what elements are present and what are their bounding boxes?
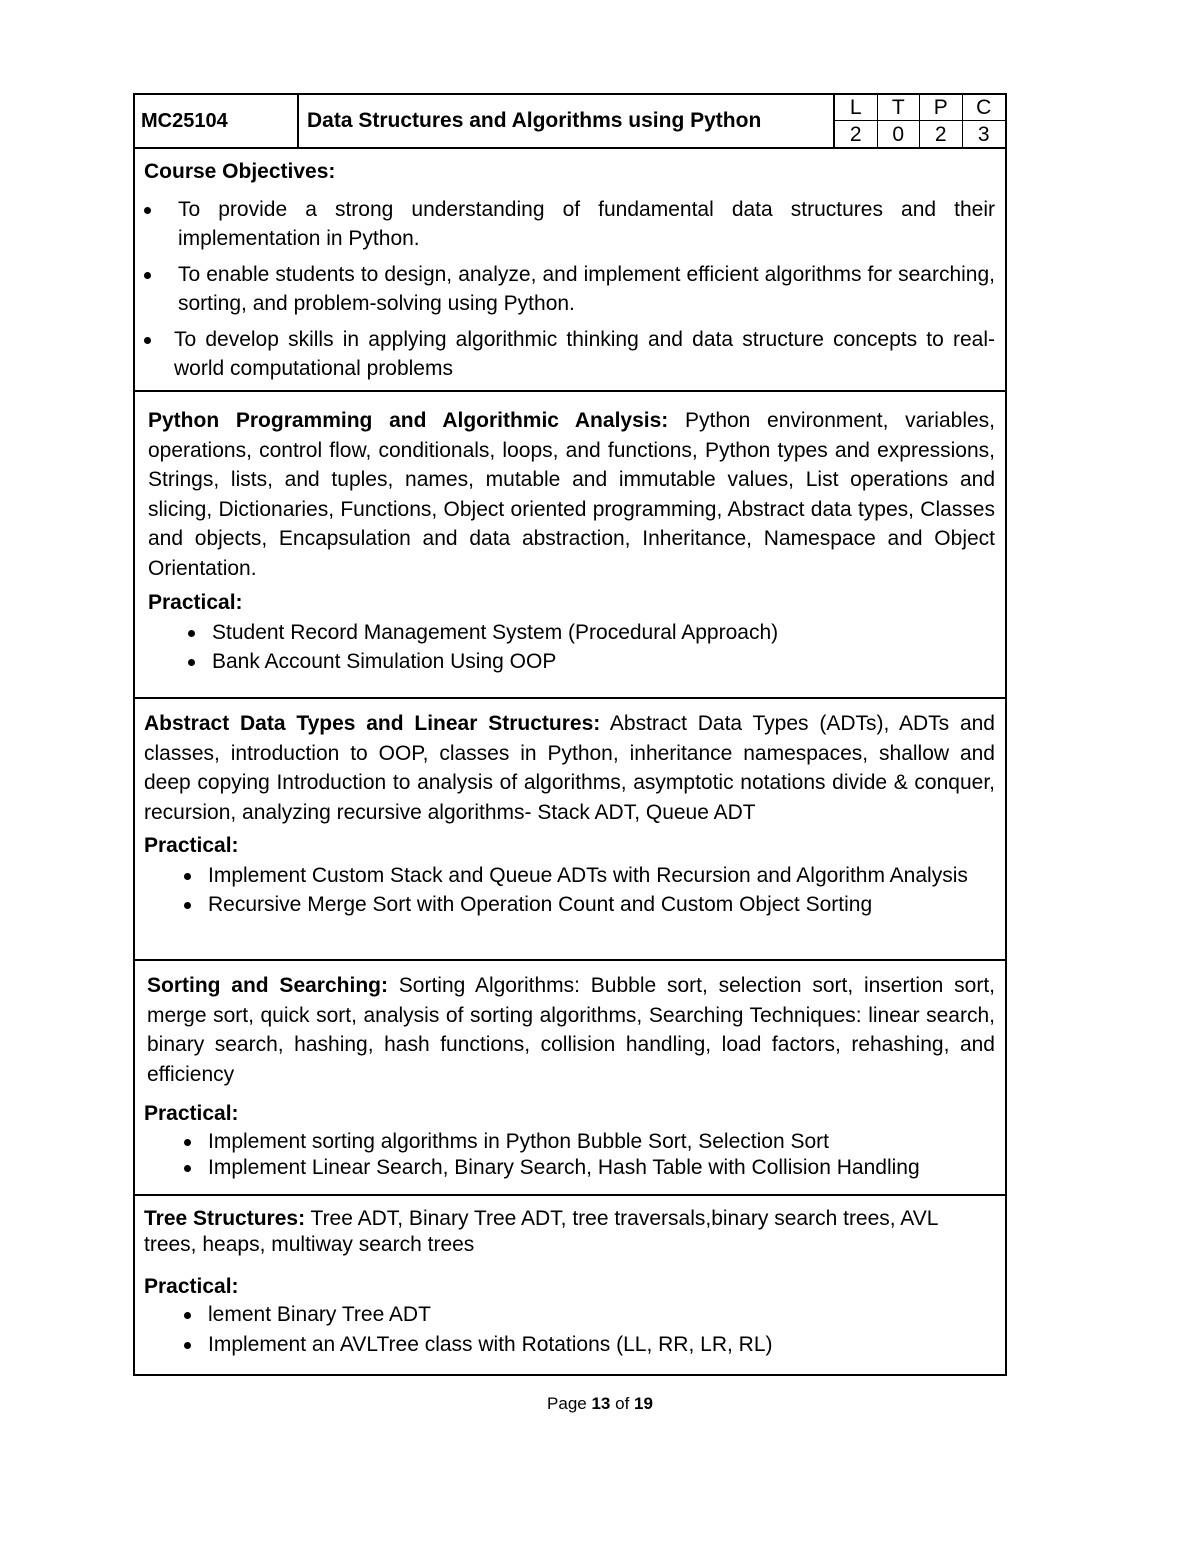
course-code: MC25104 xyxy=(135,95,299,147)
ltpc-value-c: 3 xyxy=(977,122,990,146)
ltpc-grid xyxy=(835,95,1005,147)
practical-label: Practical: xyxy=(144,1102,239,1125)
ltpc-value-l: 2 xyxy=(835,121,878,147)
practical-list xyxy=(144,861,995,920)
ltpc-label-p: P xyxy=(920,95,963,121)
bullet-icon xyxy=(188,630,195,637)
practical-item: Student Record Management System (Procedural Approach) xyxy=(148,618,995,648)
unit-description xyxy=(144,1206,985,1258)
objective-item: To provide a strong understanding of fundamental data structures and their implementation in Python. xyxy=(144,195,995,254)
practical-label: Practical: xyxy=(144,834,239,857)
unit-title: Abstract Data Types and Linear Structures: xyxy=(144,712,601,735)
objectives-heading: Course Objectives: xyxy=(144,160,336,183)
ltpc-label-t: T xyxy=(878,95,921,121)
practical-item: Bank Account Simulation Using OOP xyxy=(148,647,995,677)
practical-item: Implement an AVLTree class with Rotations (LL, RR, LR, RL) xyxy=(144,1330,985,1360)
course-title: Data Structures and Algorithms using Python xyxy=(299,95,835,147)
unit-section xyxy=(135,392,1005,699)
bullet-icon xyxy=(144,207,151,214)
bullet-icon xyxy=(184,1165,191,1172)
total-pages: 19 xyxy=(634,1394,653,1413)
ltpc-label-c: C xyxy=(963,95,1006,121)
bullet-icon xyxy=(184,902,191,909)
unit-body: Python environment, variables, operations, control flow, conditionals, loops, and functions, Python types and expressions, Strings, lists, and tuples, names, mutable and immutable values, List operations and slicing, Dictionaries, Functions, Object oriented programming, Abstract data types, Classes and objects, Encapsulation and data abstraction, Inheritance, Namespace and Object Orientation. xyxy=(148,409,996,580)
practical-item: Implement Custom Stack and Queue ADTs with Recursion and Algorithm Analysis xyxy=(144,861,995,891)
unit-section xyxy=(135,961,1005,1196)
unit-title: Python Programming and Algorithmic Analysis: xyxy=(148,409,669,432)
practical-item: Implement Linear Search, Binary Search, Hash Table with Collision Handling xyxy=(144,1155,995,1181)
ltpc-value-t: 0 xyxy=(878,121,921,147)
practical-item: Recursive Merge Sort with Operation Count and Custom Object Sorting xyxy=(144,890,995,920)
unit-title: Tree Structures: xyxy=(144,1207,306,1230)
practical-list xyxy=(144,1129,995,1181)
practical-label: Practical: xyxy=(148,591,243,614)
objectives-section xyxy=(135,149,1005,392)
bullet-icon xyxy=(144,272,151,279)
of-word: of xyxy=(615,1394,630,1413)
ltpc-value-p: 2 xyxy=(920,121,963,147)
unit-body: Abstract Data Types (ADTs), ADTs and classes, introduction to OOP, classes in Python, inheritance namespaces, shallow and deep copying Introduction to analysis of algorithms, asymptotic notations divide & conquer, recursion, analyzing recursive algorithms- Stack ADT, Queue ADT xyxy=(144,712,995,824)
bullet-icon xyxy=(184,873,191,880)
unit-description xyxy=(147,971,995,1089)
page-number: 13 xyxy=(591,1394,611,1413)
unit-description xyxy=(148,406,995,583)
unit-body: Tree ADT, Binary Tree ADT, tree traversals,binary search trees, AVL trees, heaps, multiway search trees xyxy=(144,1207,938,1256)
practical-item: Implement sorting algorithms in Python Bubble Sort, Selection Sort xyxy=(144,1129,995,1155)
bullet-icon xyxy=(144,337,151,344)
bullet-icon xyxy=(188,659,195,666)
objective-item: To develop skills in applying algorithmic thinking and data structure concepts to real-world computational problems xyxy=(144,325,995,384)
objective-item: To enable students to design, analyze, and implement efficient algorithms for searching, sorting, and problem-solving using Python. xyxy=(144,260,995,319)
unit-body: Sorting Algorithms: Bubble sort, selection sort, insertion sort, merge sort, quick sort, analysis of sorting algorithms, Searching Techniques: linear search, binary search, hashing, hash functions, collision handling, load factors, rehashing, and efficiency xyxy=(147,974,995,1086)
page-footer xyxy=(0,1394,1200,1414)
bullet-icon xyxy=(184,1342,191,1349)
syllabus-table xyxy=(133,93,1007,1376)
page-word: Page xyxy=(547,1394,587,1413)
bullet-icon xyxy=(184,1139,191,1146)
unit-section xyxy=(135,699,1005,961)
unit-section xyxy=(135,1196,1005,1374)
course-header xyxy=(135,95,1005,149)
objectives-list xyxy=(144,195,995,384)
practical-list xyxy=(144,1300,985,1360)
ltpc-label-l: L xyxy=(835,95,878,121)
unit-description xyxy=(144,709,995,827)
practical-list xyxy=(148,618,995,677)
unit-title: Sorting and Searching: xyxy=(147,974,388,997)
bullet-icon xyxy=(184,1312,191,1319)
practical-label: Practical: xyxy=(144,1275,239,1298)
practical-item: lement Binary Tree ADT xyxy=(144,1300,985,1330)
